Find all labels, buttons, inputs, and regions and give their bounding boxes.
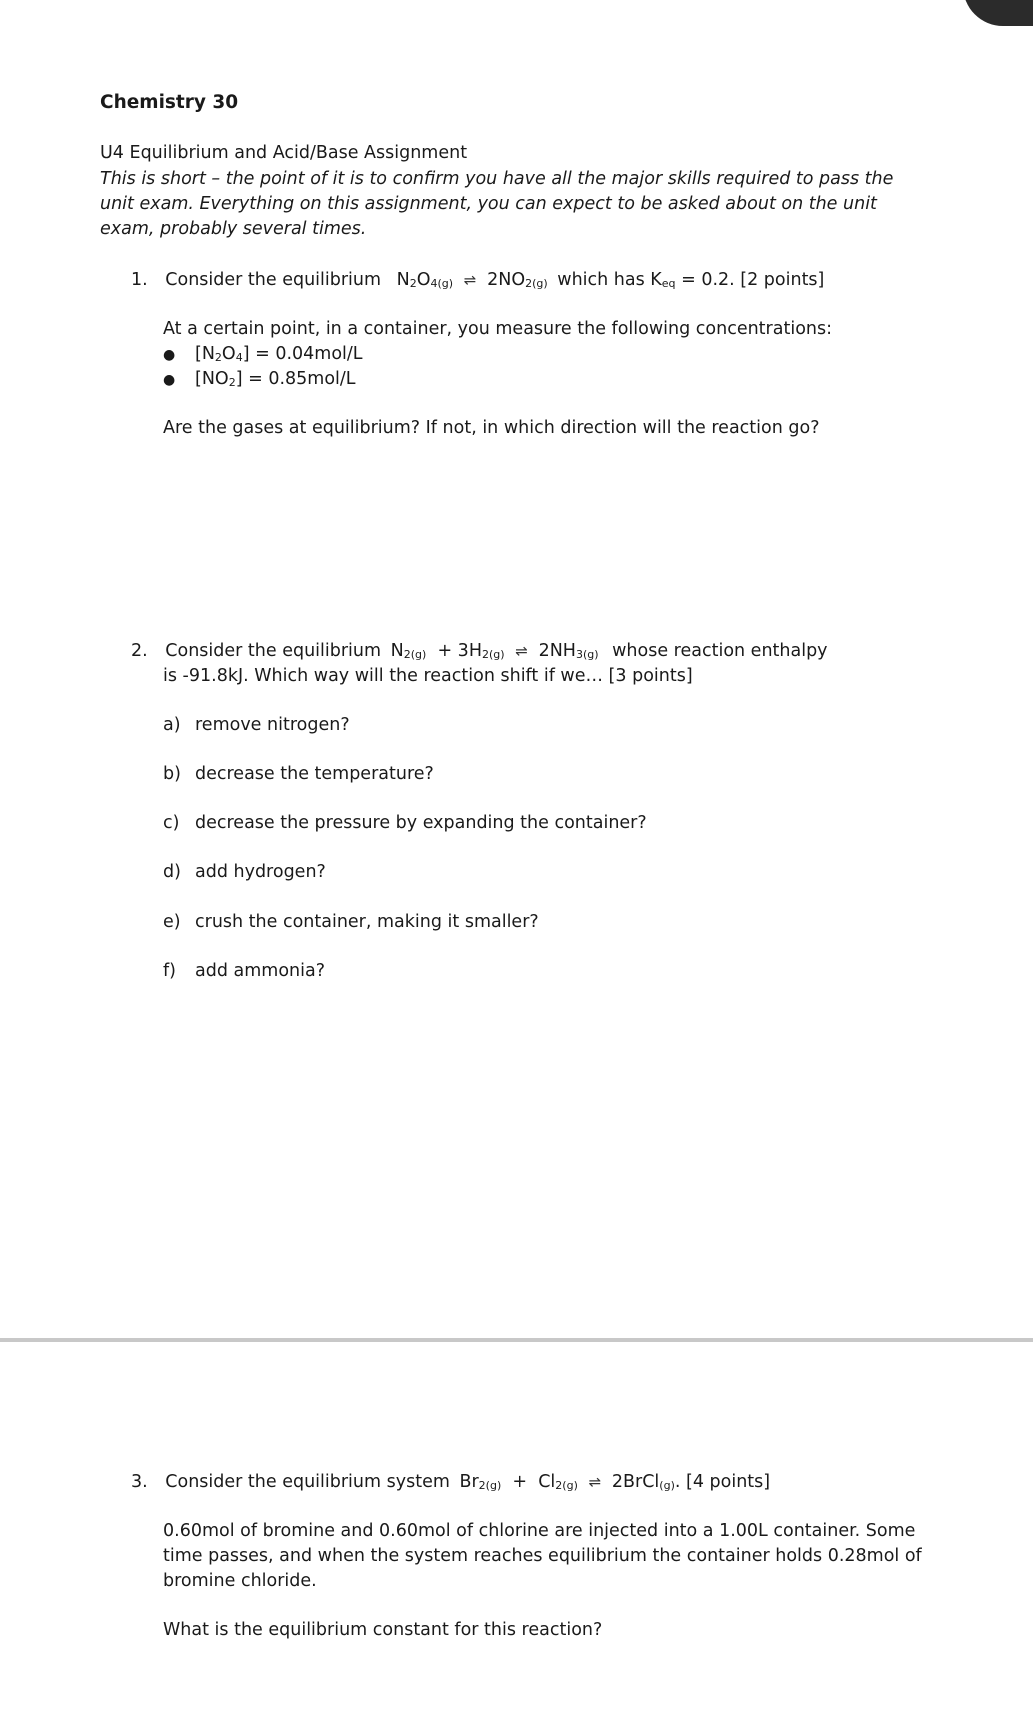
assignment-title: U4 Equilibrium and Acid/Base Assignment xyxy=(100,143,468,163)
question-2-equation: $N_{2(g)} + 3H_{2(g)}$ ⇌ $2NH_{3(g)}$ xyxy=(391,641,599,661)
question-1-bullet-2: ● $[NO_2] = 0.85mol/L$ xyxy=(163,367,356,393)
question-1-prefix: Consider the equilibrium xyxy=(165,270,382,290)
page-divider xyxy=(0,1338,1033,1342)
question-2-number: 2. xyxy=(131,641,148,661)
assignment-intro: This is short – the point of it is to confirm you have all the major skills required to pass the unit exam. Everything on this assignment, you can expect to be asked about on the unit exam, probably several times. xyxy=(100,169,894,239)
question-2-part-e: e) crush the container, making it smaller? xyxy=(163,912,539,932)
question-2-prefix: Consider the equilibrium xyxy=(165,641,382,661)
question-2-part-a: a) remove nitrogen? xyxy=(163,715,350,735)
question-3-question: What is the equilibrium constant for this reaction? xyxy=(163,1620,603,1640)
question-1-question: Are the gases at equilibrium? If not, in which direction will the reaction go? xyxy=(163,418,820,438)
question-2-line xyxy=(131,639,828,665)
question-1-number: 1. xyxy=(131,270,148,290)
question-3-paragraph: 0.60mol of bromine and 0.60mol of chlorine are injected into a 1.00L container. Some time passes, and when the system reaches equilibrium the container holds 0.28mol of bromine chloride. xyxy=(163,1521,922,1591)
question-1-line xyxy=(131,268,824,294)
bullet-icon: ● xyxy=(163,347,176,363)
question-1-intro: At a certain point, in a container, you measure the following concentrations: xyxy=(163,319,832,339)
question-2-part-b: b) decrease the temperature? xyxy=(163,764,434,784)
equilibrium-arrow-icon: ⇌ xyxy=(515,642,528,660)
question-2-suffix: whose reaction enthalpy xyxy=(612,641,828,661)
equilibrium-arrow-icon: ⇌ xyxy=(463,271,477,289)
question-2-part-c: c) decrease the pressure by expanding the container? xyxy=(163,813,647,833)
question-2-part-d: d) add hydrogen? xyxy=(163,862,326,882)
question-2-line-2: is -91.8kJ. Which way will the reaction shift if we… [3 points] xyxy=(163,666,693,686)
equilibrium-arrow-icon: ⇌ xyxy=(588,1473,602,1491)
question-3-line xyxy=(131,1470,770,1496)
question-1-equation: $N_2O_{4(g)}$ ⇌ $2NO_{2(g)}$ xyxy=(397,270,548,290)
question-1-bullet-1: ● $[N_2O_4] = 0.04mol/L$ xyxy=(163,342,363,368)
question-3-equation: $Br_{2(g)} + Cl_{2(g)}$ ⇌ 2BrCl$_{(g)}$. [4 points] xyxy=(459,1472,770,1492)
question-2-part-f: f) add ammonia? xyxy=(163,961,325,981)
course-title: Chemistry 30 xyxy=(100,92,239,113)
question-3-prefix: Consider the equilibrium system xyxy=(165,1472,450,1492)
question-1-keq: which has $K_{eq} = 0.2$. [2 points] xyxy=(557,270,825,290)
bullet-icon: ● xyxy=(163,372,176,388)
question-3-number: 3. xyxy=(131,1472,148,1492)
